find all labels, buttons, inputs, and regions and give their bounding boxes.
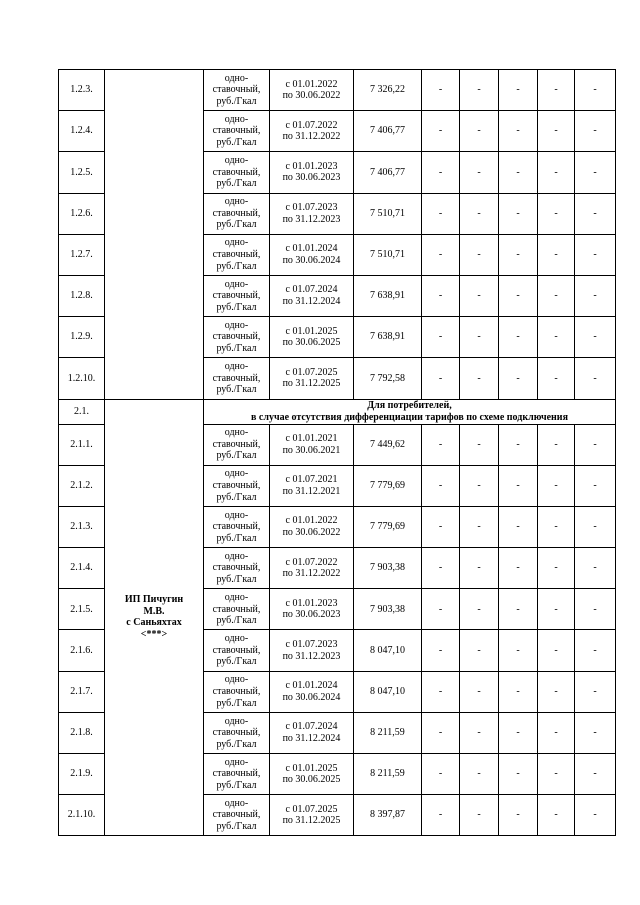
row-number: 2.1.3. <box>59 506 105 547</box>
tariff-value: 7 792,58 <box>354 358 422 399</box>
tariff-value: 8 211,59 <box>354 754 422 795</box>
empty-value-dash: - <box>499 234 538 275</box>
empty-value-dash: - <box>460 465 499 506</box>
empty-value-dash: - <box>422 234 460 275</box>
validity-period: с 01.01.2023 по 30.06.2023 <box>270 152 354 193</box>
row-number: 1.2.6. <box>59 193 105 234</box>
empty-value-dash: - <box>575 589 616 630</box>
tariff-value: 8 211,59 <box>354 712 422 753</box>
rate-unit: одно- ставочный, руб./Гкал <box>204 548 270 589</box>
empty-value-dash: - <box>575 630 616 671</box>
empty-value-dash: - <box>538 152 575 193</box>
empty-value-dash: - <box>460 152 499 193</box>
empty-value-dash: - <box>499 317 538 358</box>
section-title: Для потребителей, в случае отсутствия дифференциации тарифов по схеме подключения <box>204 399 616 424</box>
validity-period: с 01.07.2023 по 31.12.2023 <box>270 193 354 234</box>
tariff-value: 7 903,38 <box>354 589 422 630</box>
empty-value-dash: - <box>575 193 616 234</box>
empty-value-dash: - <box>499 70 538 111</box>
row-number: 1.2.7. <box>59 234 105 275</box>
tariff-value: 7 638,91 <box>354 317 422 358</box>
empty-value-dash: - <box>460 589 499 630</box>
empty-value-dash: - <box>460 358 499 399</box>
row-number: 1.2.4. <box>59 111 105 152</box>
empty-value-dash: - <box>575 671 616 712</box>
empty-value-dash: - <box>575 234 616 275</box>
rate-unit: одно- ставочный, руб./Гкал <box>204 754 270 795</box>
validity-period: с 01.01.2021 по 30.06.2021 <box>270 424 354 465</box>
empty-value-dash: - <box>422 275 460 316</box>
validity-period: с 01.01.2023 по 30.06.2023 <box>270 589 354 630</box>
validity-period: с 01.07.2021 по 31.12.2021 <box>270 465 354 506</box>
tariff-value: 7 638,91 <box>354 275 422 316</box>
empty-value-dash: - <box>460 630 499 671</box>
rate-unit: одно- ставочный, руб./Гкал <box>204 358 270 399</box>
tariff-value: 7 406,77 <box>354 152 422 193</box>
empty-value-dash: - <box>538 465 575 506</box>
empty-value-dash: - <box>575 795 616 836</box>
validity-period: с 01.07.2025 по 31.12.2025 <box>270 795 354 836</box>
empty-value-dash: - <box>575 70 616 111</box>
row-number: 2.1.2. <box>59 465 105 506</box>
validity-period: с 01.01.2025 по 30.06.2025 <box>270 754 354 795</box>
empty-value-dash: - <box>538 589 575 630</box>
empty-value-dash: - <box>460 193 499 234</box>
validity-period: с 01.07.2024 по 31.12.2024 <box>270 275 354 316</box>
empty-value-dash: - <box>575 506 616 547</box>
row-number: 2.1.5. <box>59 589 105 630</box>
section-number: 2.1. <box>59 399 105 424</box>
empty-value-dash: - <box>460 506 499 547</box>
rate-unit: одно- ставочный, руб./Гкал <box>204 234 270 275</box>
empty-value-dash: - <box>499 754 538 795</box>
rate-unit: одно- ставочный, руб./Гкал <box>204 795 270 836</box>
rate-unit: одно- ставочный, руб./Гкал <box>204 630 270 671</box>
empty-value-dash: - <box>538 234 575 275</box>
row-number: 2.1.7. <box>59 671 105 712</box>
rate-unit: одно- ставочный, руб./Гкал <box>204 506 270 547</box>
empty-value-dash: - <box>422 111 460 152</box>
empty-value-dash: - <box>422 506 460 547</box>
row-number: 2.1.1. <box>59 424 105 465</box>
empty-value-dash: - <box>460 424 499 465</box>
rate-unit: одно- ставочный, руб./Гкал <box>204 465 270 506</box>
empty-value-dash: - <box>422 548 460 589</box>
empty-value-dash: - <box>499 589 538 630</box>
rate-unit: одно- ставочный, руб./Гкал <box>204 424 270 465</box>
validity-period: с 01.01.2022 по 30.06.2022 <box>270 506 354 547</box>
organization-cell-empty <box>105 70 204 400</box>
validity-period: с 01.07.2025 по 31.12.2025 <box>270 358 354 399</box>
validity-period: с 01.07.2022 по 31.12.2022 <box>270 111 354 152</box>
tariff-value: 8 047,10 <box>354 671 422 712</box>
empty-value-dash: - <box>499 152 538 193</box>
empty-value-dash: - <box>422 152 460 193</box>
empty-value-dash: - <box>538 275 575 316</box>
empty-value-dash: - <box>538 548 575 589</box>
empty-value-dash: - <box>499 193 538 234</box>
row-number: 1.2.10. <box>59 358 105 399</box>
empty-value-dash: - <box>499 111 538 152</box>
empty-value-dash: - <box>499 795 538 836</box>
empty-value-dash: - <box>422 424 460 465</box>
empty-value-dash: - <box>575 424 616 465</box>
empty-value-dash: - <box>575 152 616 193</box>
validity-period: с 01.07.2023 по 31.12.2023 <box>270 630 354 671</box>
rate-unit: одно- ставочный, руб./Гкал <box>204 70 270 111</box>
tariff-value: 7 510,71 <box>354 234 422 275</box>
empty-value-dash: - <box>460 671 499 712</box>
section-heading-row <box>59 399 616 424</box>
empty-value-dash: - <box>460 234 499 275</box>
empty-value-dash: - <box>575 358 616 399</box>
tariff-value: 7 779,69 <box>354 506 422 547</box>
tariff-value: 8 397,87 <box>354 795 422 836</box>
organization-name: ИП Пичугин М.В. с Саньяхтах <***> <box>105 399 204 836</box>
tariff-value: 7 449,62 <box>354 424 422 465</box>
empty-value-dash: - <box>422 589 460 630</box>
empty-value-dash: - <box>538 193 575 234</box>
rate-unit: одно- ставочный, руб./Гкал <box>204 589 270 630</box>
empty-value-dash: - <box>422 317 460 358</box>
rate-unit: одно- ставочный, руб./Гкал <box>204 671 270 712</box>
empty-value-dash: - <box>499 424 538 465</box>
rate-unit: одно- ставочный, руб./Гкал <box>204 152 270 193</box>
empty-value-dash: - <box>499 630 538 671</box>
rate-unit: одно- ставочный, руб./Гкал <box>204 317 270 358</box>
empty-value-dash: - <box>460 795 499 836</box>
validity-period: с 01.01.2024 по 30.06.2024 <box>270 671 354 712</box>
row-number: 2.1.10. <box>59 795 105 836</box>
validity-period: с 01.01.2024 по 30.06.2024 <box>270 234 354 275</box>
tariff-value: 7 779,69 <box>354 465 422 506</box>
row-number: 2.1.6. <box>59 630 105 671</box>
row-number: 1.2.5. <box>59 152 105 193</box>
empty-value-dash: - <box>422 358 460 399</box>
empty-value-dash: - <box>422 754 460 795</box>
tariff-value: 8 047,10 <box>354 630 422 671</box>
validity-period: с 01.07.2024 по 31.12.2024 <box>270 712 354 753</box>
empty-value-dash: - <box>538 630 575 671</box>
empty-value-dash: - <box>538 795 575 836</box>
rate-unit: одно- ставочный, руб./Гкал <box>204 712 270 753</box>
empty-value-dash: - <box>538 424 575 465</box>
empty-value-dash: - <box>575 111 616 152</box>
empty-value-dash: - <box>499 275 538 316</box>
empty-value-dash: - <box>575 317 616 358</box>
table-row <box>59 70 616 111</box>
tariff-value: 7 406,77 <box>354 111 422 152</box>
validity-period: с 01.01.2022 по 30.06.2022 <box>270 70 354 111</box>
empty-value-dash: - <box>538 754 575 795</box>
tariff-value: 7 326,22 <box>354 70 422 111</box>
empty-value-dash: - <box>538 358 575 399</box>
rate-unit: одно- ставочный, руб./Гкал <box>204 193 270 234</box>
empty-value-dash: - <box>575 465 616 506</box>
empty-value-dash: - <box>422 193 460 234</box>
empty-value-dash: - <box>575 712 616 753</box>
empty-value-dash: - <box>499 712 538 753</box>
row-number: 2.1.9. <box>59 754 105 795</box>
empty-value-dash: - <box>538 70 575 111</box>
empty-value-dash: - <box>538 712 575 753</box>
rate-unit: одно- ставочный, руб./Гкал <box>204 111 270 152</box>
empty-value-dash: - <box>422 630 460 671</box>
row-number: 2.1.4. <box>59 548 105 589</box>
empty-value-dash: - <box>575 548 616 589</box>
empty-value-dash: - <box>460 317 499 358</box>
rate-unit: одно- ставочный, руб./Гкал <box>204 275 270 316</box>
empty-value-dash: - <box>538 671 575 712</box>
empty-value-dash: - <box>422 465 460 506</box>
tariff-value: 7 510,71 <box>354 193 422 234</box>
empty-value-dash: - <box>575 275 616 316</box>
empty-value-dash: - <box>460 275 499 316</box>
empty-value-dash: - <box>460 548 499 589</box>
validity-period: с 01.07.2022 по 31.12.2022 <box>270 548 354 589</box>
row-number: 1.2.8. <box>59 275 105 316</box>
empty-value-dash: - <box>460 70 499 111</box>
empty-value-dash: - <box>499 358 538 399</box>
row-number: 1.2.3. <box>59 70 105 111</box>
row-number: 2.1.8. <box>59 712 105 753</box>
empty-value-dash: - <box>422 712 460 753</box>
empty-value-dash: - <box>422 795 460 836</box>
empty-value-dash: - <box>499 548 538 589</box>
empty-value-dash: - <box>499 465 538 506</box>
empty-value-dash: - <box>460 111 499 152</box>
empty-value-dash: - <box>538 111 575 152</box>
empty-value-dash: - <box>422 671 460 712</box>
empty-value-dash: - <box>460 754 499 795</box>
tariff-value: 7 903,38 <box>354 548 422 589</box>
empty-value-dash: - <box>499 671 538 712</box>
tariff-table <box>58 69 616 836</box>
row-number: 1.2.9. <box>59 317 105 358</box>
empty-value-dash: - <box>538 506 575 547</box>
empty-value-dash: - <box>422 70 460 111</box>
validity-period: с 01.01.2025 по 30.06.2025 <box>270 317 354 358</box>
empty-value-dash: - <box>538 317 575 358</box>
empty-value-dash: - <box>575 754 616 795</box>
empty-value-dash: - <box>499 506 538 547</box>
empty-value-dash: - <box>460 712 499 753</box>
